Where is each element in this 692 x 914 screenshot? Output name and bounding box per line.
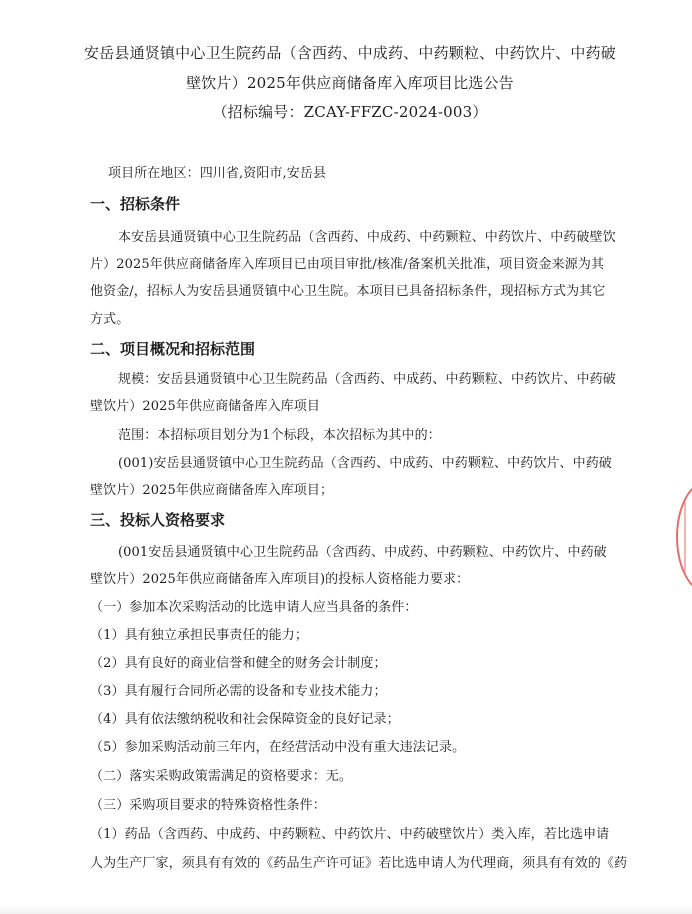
section-3-list-item: （一）参加本次采购活动的比选申请人应当具备的条件：: [90, 600, 418, 615]
section-3-list-item: （3）具有履行合同所必需的设备和专业技术能力；: [90, 684, 387, 699]
section-2-paragraph-line: 范围：本招标项目划分为1个标段，本次招标为其中的：: [118, 428, 441, 443]
section-2-paragraph-line: 壁饮片）2025年供应商储备库入库项目: [90, 399, 320, 414]
section-1-paragraph-line: 他资金/，招标人为安岳县通贤镇中心卫生院。本项目已具备招标条件，现招标方式为其它: [90, 284, 606, 299]
bid-number: （招标编号：ZCAY-FFZC-2024-003）: [212, 103, 488, 121]
section-1-paragraph-line: 本安岳县通贤镇中心卫生院药品（含西药、中成药、中药颗粒、中药饮片、中药破壁饮: [118, 230, 616, 245]
section-3-paragraph-line: 壁饮片）2025年供应商储备库入库项目)的投标人资格能力要求：: [90, 572, 470, 587]
section-1-paragraph-line: 片）2025年供应商储备库入库项目已由项目审批/核准/备案机关批准，项目资金来源为其: [90, 257, 605, 272]
section-3-list-item: （5）参加采购活动前三年内，在经营活动中没有重大违法记录。: [90, 740, 466, 755]
section-3-list-item: （1）具有独立承担民事责任的能力；: [90, 628, 308, 643]
section-2-paragraph-line: 规模：安岳县通贤镇中心卫生院药品（含西药、中成药、中药颗粒、中药饮片、中药破: [118, 372, 616, 387]
section-3-heading: 三、投标人资格要求: [90, 511, 226, 529]
section-3-list-item: （4）具有依法缴纳税收和社会保障资金的良好记录；: [90, 712, 400, 727]
section-1-paragraph-line: 方式。: [90, 312, 130, 327]
page-bottom-edge: [0, 904, 692, 914]
section-2-paragraph-line: 壁饮片）2025年供应商储备库入库项目；: [90, 483, 334, 498]
section-3-list-item: （二）落实采购政策需满足的资格要求：无。: [90, 769, 353, 784]
section-3-paragraph-line: (001安岳县通贤镇中心卫生院药品（含西药、中成药、中药颗粒、中药饮片、中药破: [118, 545, 607, 560]
section-3-list-item: （2）具有良好的商业信誉和健全的财务会计制度；: [90, 656, 387, 671]
title-line-2: 壁饮片）2025年供应商储备库入库项目比选公告: [186, 74, 514, 92]
location-line: 项目所在地区：四川省,资阳市,安岳县: [108, 166, 327, 181]
section-2-heading: 二、项目概况和招标范围: [90, 340, 256, 358]
official-seal-stamp: [676, 480, 692, 594]
section-2-paragraph-line: (001)安岳县通贤镇中心卫生院药品（含西药、中成药、中药颗粒、中药饮片、中药破: [118, 456, 612, 471]
title-line-1: 安岳县通贤镇中心卫生院药品（含西药、中成药、中药颗粒、中药饮片、中药破: [83, 44, 616, 62]
section-3-paragraph-line: 人为生产厂家，须具有有效的《药品生产许可证》若比选申请人为代理商，须具有有效的《药: [90, 856, 628, 871]
section-3-list-item: （三）采购项目要求的特殊资格性条件：: [90, 798, 326, 813]
section-3-paragraph-line: （1）药品（含西药、中成药、中药颗粒、中药饮片、中药破壁饮片）类入库，若比选申请: [90, 827, 610, 842]
section-1-heading: 一、招标条件: [90, 195, 181, 213]
